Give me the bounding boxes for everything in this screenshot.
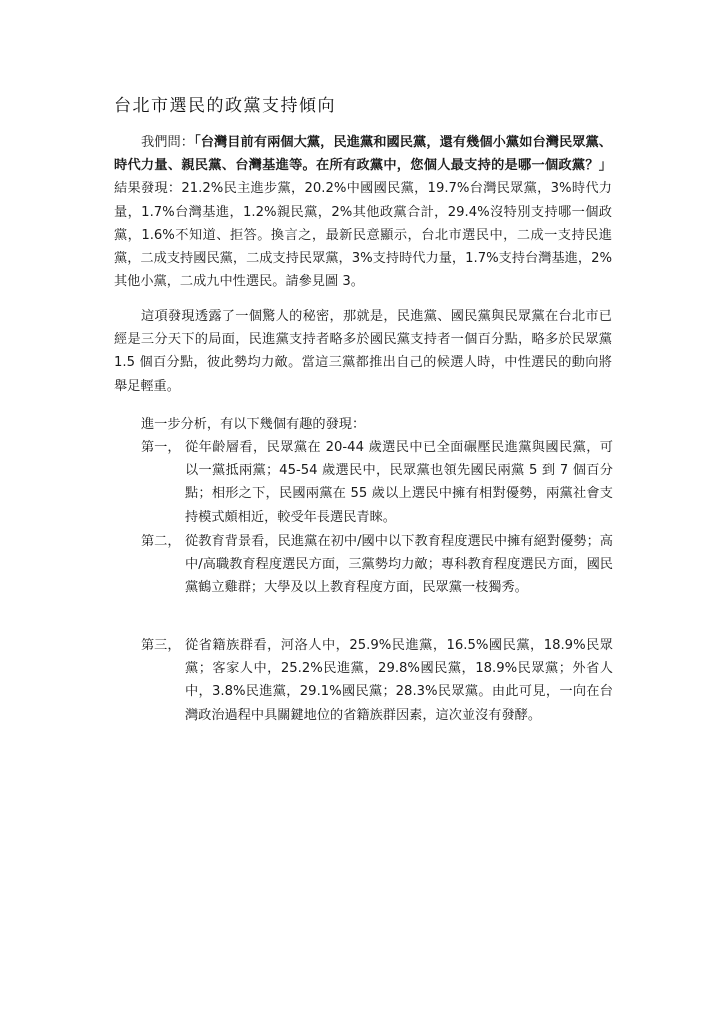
finding-lead: 第三， — [141, 638, 181, 653]
finding-text: 從省籍族群看，河洛人中，25.9%民進黨，16.5%國民黨，18.9%民眾黨；客家人中，25.2%民進黨，29.8%國民黨，18.9%民眾黨；外省人中，3.8%民進黨，29.1%國民黨；28.3%民眾黨。由此可見，一向在台灣政治過程中具關鍵地位的省籍族群因素，這次並沒有發酵。 — [185, 638, 613, 723]
survey-question-text: 「台灣目前有兩個大黨，民進黨和國民黨，還有幾個小黨如台灣民眾黨、時代力量、親民黨、台灣基進等。在所有政黨中，您個人最支持的是哪一個政黨？」 — [114, 135, 612, 174]
paragraph-analysis: 這項發現透露了一個驚人的秘密，那就是，民進黨、國民黨與民眾黨在台北市已經是三分天下的局面，民進黨支持者略多於國民黨支持者一個百分點，略多於民眾黨 1.5 個百分點，彼此勢均力敵。當這三黨都推出自己的候選人時，中性選民的動向將舉足輕重。 — [114, 309, 612, 394]
finding-lead: 第二， — [141, 534, 181, 549]
paragraph-lead: 我們問： — [141, 135, 195, 150]
survey-results-text: 結果發現：21.2%民主進步黨，20.2%中國國民黨，19.7%台灣民眾黨，3%時代力量，1.7%台灣基進，1.2%親民黨，2%其他政黨合計，29.4%沒特別支持哪一個政黨，1.6%不知道、拒答。換言之，最新民意顯示，台北市選民中，二成一支持民進黨，二成支持國民黨，二成支持民眾黨，3%支持時代力量，1.7%支持台灣基進，2%其他小黨，二成九中性選民。請參見圖 3。 — [114, 181, 612, 290]
paragraph-survey-question — [114, 131, 612, 293]
finding-education — [141, 530, 613, 600]
finding-ethnicity — [141, 634, 613, 727]
finding-lead: 第一， — [141, 440, 181, 455]
finding-text: 從教育背景看，民進黨在初中/國中以下教育程度選民中擁有絕對優勢；高中/高職教育程度選民方面，三黨勢均力敵；專科教育程度選民方面，國民黨鶴立雞群；大學及以上教育程度方面，民眾黨一枝獨秀。 — [185, 534, 613, 596]
finding-age — [141, 436, 613, 529]
finding-text: 從年齡層看，民眾黨在 20-44 歲選民中已全面碾壓民進黨與國民黨，可以一黨抵兩黨；45-54 歲選民中，民眾黨也領先國民兩黨 5 到 7 個百分點；相形之下，民國兩黨在 55 歲以上選民中擁有相對優勢，兩黨社會支持模式頗相近，較受年長選民青睞。 — [185, 440, 613, 525]
document-title: 台北市選民的政黨支持傾向 — [114, 96, 336, 116]
paragraph-findings-intro: 進一步分析，有以下幾個有趣的發現： — [141, 417, 366, 432]
